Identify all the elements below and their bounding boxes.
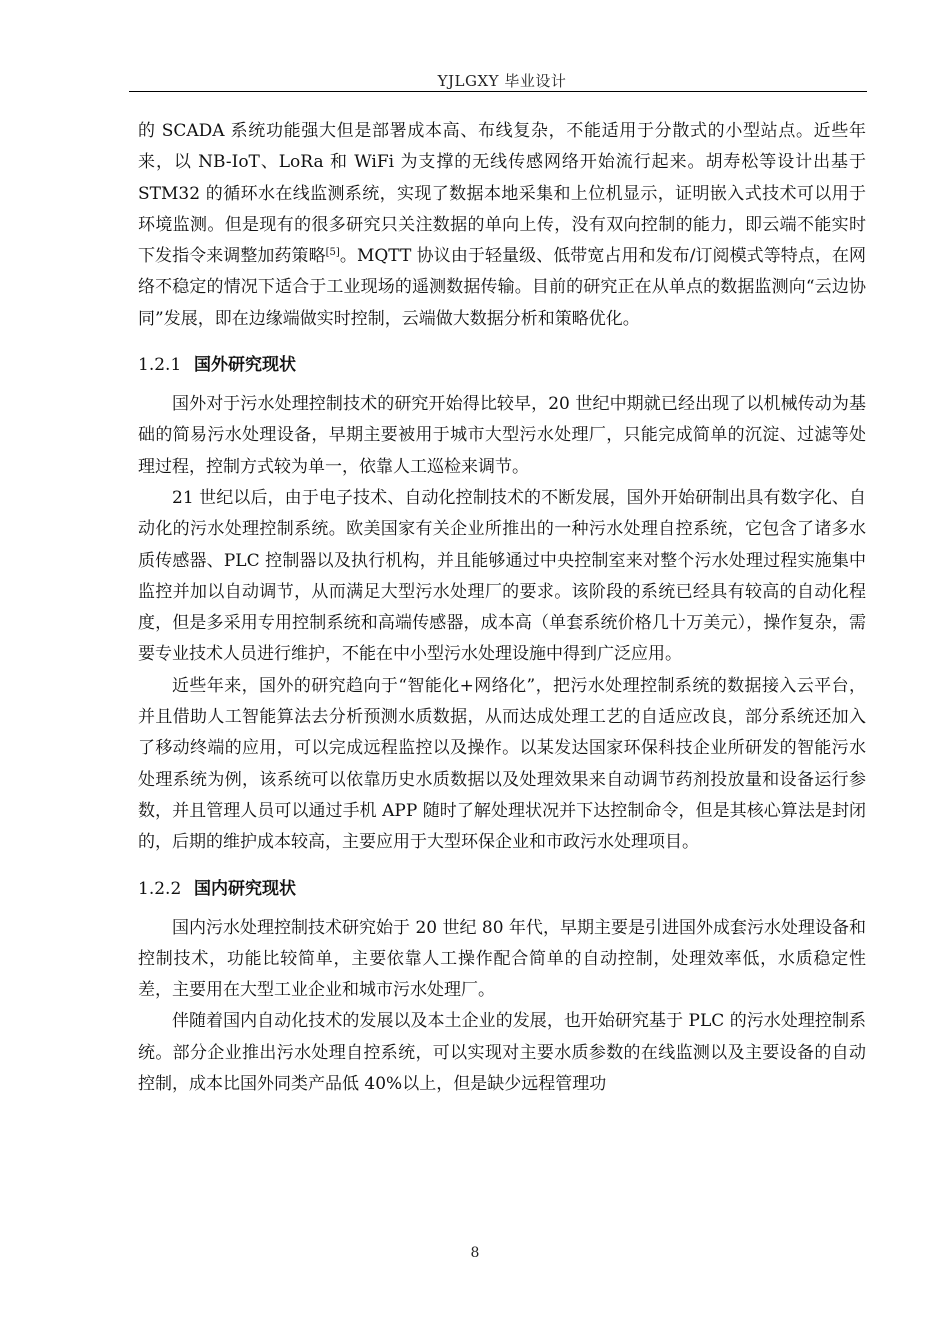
section-number: 1.2.1: [138, 355, 182, 376]
intro-text: 的 SCADA 系统功能强大但是部署成本高、布线复杂，不能适用于分散式的小型站点。近些年来，以 NB-IoT、LoRa 和 WiFi 为支撑的无线传感网络开始流行起来。胡寿松等设计出基于 STM32 的循环水在线监测系统，实现了数据本地采集和上位机显示，证明嵌入式技术可以用于环境监测。但是现有的很多研究只关注数据的单向上传，没有双向控制的能力，即云端不能实时下发指令来调整加药策略: [138, 121, 866, 267]
page-number: 8: [470, 1245, 480, 1261]
page-body: [138, 116, 866, 1100]
paragraph: 伴随着国内自动化技术的发展以及本土企业的发展，也开始研究基于 PLC 的污水处理控制系统。部分企业推出污水处理自控系统，可以实现对主要水质参数的在线监测以及主要设备的自动控制，成本比国外同类产品低 40%以上，但是缺少远程管理功: [138, 1011, 866, 1095]
section-heading-foreign: [138, 350, 866, 381]
intro-paragraph: [138, 116, 866, 335]
citation-ref: [5]: [325, 247, 340, 259]
paragraph: 国外对于污水处理控制技术的研究开始得比较早，20 世纪中期就已经出现了以机械传动为基础的简易污水处理设备，早期主要被用于城市大型污水处理厂，只能完成简单的沉淀、过滤等处理过程，控制方式较为单一，依靠人工巡检来调节。: [138, 394, 866, 477]
page-header: YJLGXY 毕业设计: [437, 72, 567, 90]
paragraph: 国内污水处理控制技术研究始于 20 世纪 80 年代，早期主要是引进国外成套污水处理设备和控制技术，功能比较简单，主要依靠人工操作配合简单的自动控制，处理效率低，水质稳定性差，主要用在大型工业企业和城市污水处理厂。: [138, 917, 866, 1001]
section-title: 国外研究现状: [194, 355, 296, 376]
paragraph: 21 世纪以后，由于电子技术、自动化控制技术的不断发展，国外开始研制出具有数字化、自动化的污水处理控制系统。欧美国家有关企业所推出的一种污水处理自控系统，它包含了诸多水质传感器、PLC 控制器以及执行机构，并且能够通过中央控制室来对整个污水处理过程实施集中监控并加以自动调节，从而满足大型污水处理厂的要求。该阶段的系统已经具有较高的自动化程度，但是多采用专用控制系统和高端传感器，成本高（单套系统价格几十万美元），操作复杂，需要专业技术人员进行维护，不能在中小型污水处理设施中得到广泛应用。: [138, 487, 866, 665]
section-heading-domestic: [138, 874, 866, 905]
section-title: 国内研究现状: [194, 878, 296, 899]
header-divider: [129, 91, 867, 92]
intro-text-after: 。MQTT 协议由于轻量级、低带宽占用和发布/订阅模式等特点，在网络不稳定的情况下适合于工业现场的遥测数据传输。目前的研究正在从单点的数据监测向“云边协同”发展，即在边缘端做实时控制，云端做大数据分析和策略优化。: [138, 246, 867, 329]
paragraph: 近些年来，国外的研究趋向于“智能化+网络化”，把污水处理控制系统的数据接入云平台，并且借助人工智能算法去分析预测水质数据，从而达成处理工艺的自适应改良，部分系统还加入了移动终端的应用，可以完成远程监控以及操作。以某发达国家环保科技企业所研发的智能污水处理系统为例，该系统可以依靠历史水质数据以及处理效果来自动调节药剂投放量和设备运行参数，并且管理人员可以通过手机 APP 随时了解处理状况并下达控制命令，但是其核心算法是封闭的，后期的维护成本较高，主要应用于大型环保企业和市政污水处理项目。: [138, 675, 866, 853]
section-number: 1.2.2: [138, 878, 182, 899]
